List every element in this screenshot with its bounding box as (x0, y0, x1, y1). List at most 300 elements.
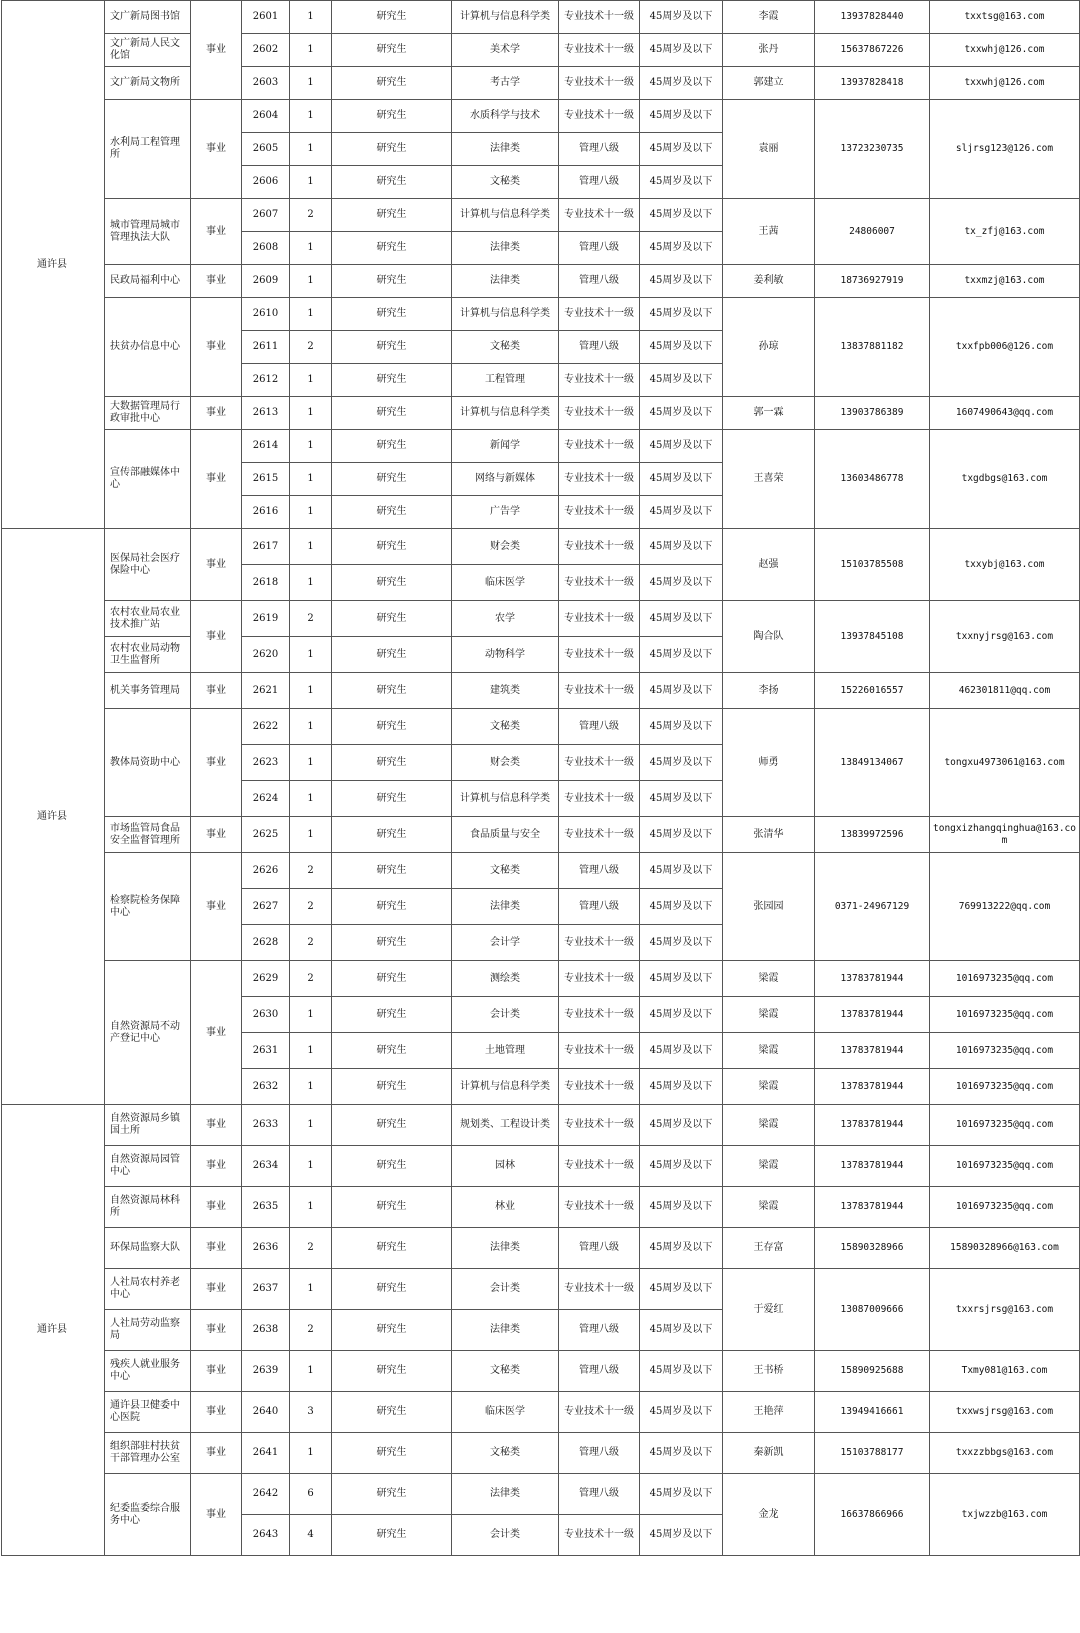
post-count-cell: 1 (290, 496, 332, 529)
level-cell: 管理八级 (559, 331, 640, 364)
table-row (2, 298, 1080, 331)
major-cell: 网络与新媒体 (452, 463, 559, 496)
post-count-cell: 1 (290, 133, 332, 166)
table-row (2, 1105, 1080, 1146)
level-cell: 管理八级 (559, 709, 640, 745)
post-code-cell: 2629 (242, 961, 290, 997)
table-row (2, 853, 1080, 889)
age-cell: 45周岁及以下 (640, 364, 723, 397)
contact-name-cell: 姜利敏 (723, 265, 815, 298)
unit-cell: 大数据管理局行政审批中心 (105, 397, 191, 430)
table-row (2, 430, 1080, 463)
age-cell: 45周岁及以下 (640, 1105, 723, 1146)
education-cell: 研究生 (332, 166, 452, 199)
unit-cell: 自然资源局不动产登记中心 (105, 961, 191, 1105)
major-cell: 法律类 (452, 265, 559, 298)
post-code-cell: 2634 (242, 1146, 290, 1187)
age-cell: 45周岁及以下 (640, 1033, 723, 1069)
email-cell: txxwsjrsg@163.com (930, 1392, 1080, 1433)
major-cell: 会计学 (452, 925, 559, 961)
education-cell: 研究生 (332, 265, 452, 298)
table-row (2, 529, 1080, 565)
phone-cell: 15890328966 (815, 1228, 930, 1269)
post-code-cell: 2630 (242, 997, 290, 1033)
post-code-cell: 2626 (242, 853, 290, 889)
post-count-cell: 2 (290, 601, 332, 637)
table-row (2, 1, 1080, 34)
level-cell: 管理八级 (559, 853, 640, 889)
post-code-cell: 2601 (242, 1, 290, 34)
education-cell: 研究生 (332, 1033, 452, 1069)
post-code-cell: 2608 (242, 232, 290, 265)
post-count-cell: 1 (290, 364, 332, 397)
level-cell: 专业技术十一级 (559, 397, 640, 430)
level-cell: 专业技术十一级 (559, 961, 640, 997)
unit-cell: 民政局福利中心 (105, 265, 191, 298)
education-cell: 研究生 (332, 781, 452, 817)
major-cell: 计算机与信息科学类 (452, 1069, 559, 1105)
post-code-cell: 2628 (242, 925, 290, 961)
major-cell: 动物科学 (452, 637, 559, 673)
post-count-cell: 1 (290, 397, 332, 430)
post-count-cell: 2 (290, 961, 332, 997)
major-cell: 计算机与信息科学类 (452, 1, 559, 34)
major-cell: 临床医学 (452, 1392, 559, 1433)
level-cell: 管理八级 (559, 1228, 640, 1269)
email-cell: txjwzzb@163.com (930, 1474, 1080, 1556)
major-cell: 法律类 (452, 232, 559, 265)
age-cell: 45周岁及以下 (640, 1269, 723, 1310)
phone-cell: 13783781944 (815, 1105, 930, 1146)
education-cell: 研究生 (332, 565, 452, 601)
post-code-cell: 2624 (242, 781, 290, 817)
age-cell: 45周岁及以下 (640, 637, 723, 673)
level-cell: 专业技术十一级 (559, 34, 640, 67)
email-cell: txxwhj@126.com (930, 34, 1080, 67)
table-row (2, 1228, 1080, 1269)
contact-name-cell: 梁霞 (723, 1069, 815, 1105)
education-cell: 研究生 (332, 817, 452, 853)
unit-cell: 文广新局图书馆 (105, 1, 191, 34)
email-cell: 15890328966@163.com (930, 1228, 1080, 1269)
level-cell: 专业技术十一级 (559, 637, 640, 673)
major-cell: 法律类 (452, 1310, 559, 1351)
phone-cell: 13949416661 (815, 1392, 930, 1433)
major-cell: 法律类 (452, 1474, 559, 1515)
unit-type-cell: 事业 (191, 853, 242, 961)
unit-cell: 城市管理局城市管理执法大队 (105, 199, 191, 265)
unit-type-cell: 事业 (191, 1187, 242, 1228)
level-cell: 专业技术十一级 (559, 673, 640, 709)
level-cell: 专业技术十一级 (559, 1069, 640, 1105)
education-cell: 研究生 (332, 1392, 452, 1433)
age-cell: 45周岁及以下 (640, 997, 723, 1033)
contact-name-cell: 王茜 (723, 199, 815, 265)
phone-cell: 13783781944 (815, 1069, 930, 1105)
email-cell: 1016973235@qq.com (930, 1069, 1080, 1105)
age-cell: 45周岁及以下 (640, 133, 723, 166)
education-cell: 研究生 (332, 133, 452, 166)
post-code-cell: 2622 (242, 709, 290, 745)
post-code-cell: 2633 (242, 1105, 290, 1146)
level-cell: 专业技术十一级 (559, 1146, 640, 1187)
age-cell: 45周岁及以下 (640, 34, 723, 67)
contact-name-cell: 秦新凯 (723, 1433, 815, 1474)
level-cell: 专业技术十一级 (559, 67, 640, 100)
level-cell: 专业技术十一级 (559, 298, 640, 331)
county-cell: 通许县 (2, 1, 105, 529)
unit-cell: 扶贫办信息中心 (105, 298, 191, 397)
major-cell: 法律类 (452, 889, 559, 925)
level-cell: 专业技术十一级 (559, 430, 640, 463)
age-cell: 45周岁及以下 (640, 265, 723, 298)
table-row (2, 1351, 1080, 1392)
level-cell: 专业技术十一级 (559, 925, 640, 961)
email-cell: sljrsg123@126.com (930, 100, 1080, 199)
post-count-cell: 2 (290, 1310, 332, 1351)
table-row (2, 961, 1080, 997)
major-cell: 临床医学 (452, 565, 559, 601)
contact-name-cell: 王书桥 (723, 1351, 815, 1392)
unit-type-cell: 事业 (191, 1351, 242, 1392)
major-cell: 法律类 (452, 1228, 559, 1269)
post-count-cell: 1 (290, 1187, 332, 1228)
level-cell: 专业技术十一级 (559, 199, 640, 232)
table-row (2, 1269, 1080, 1310)
unit-cell: 农村农业局动物卫生监督所 (105, 637, 191, 673)
post-count-cell: 1 (290, 781, 332, 817)
education-cell: 研究生 (332, 1105, 452, 1146)
unit-type-cell: 事业 (191, 1, 242, 100)
table-row (2, 1474, 1080, 1515)
contact-name-cell: 师勇 (723, 709, 815, 817)
table-row (2, 1146, 1080, 1187)
phone-cell: 13783781944 (815, 997, 930, 1033)
post-code-cell: 2619 (242, 601, 290, 637)
education-cell: 研究生 (332, 397, 452, 430)
table-row (2, 1433, 1080, 1474)
unit-cell: 通许县卫健委中心医院 (105, 1392, 191, 1433)
unit-cell: 教体局资助中心 (105, 709, 191, 817)
contact-name-cell: 梁霞 (723, 1187, 815, 1228)
email-cell: txxfpb006@126.com (930, 298, 1080, 397)
job-table (1, 0, 1080, 1556)
level-cell: 管理八级 (559, 166, 640, 199)
major-cell: 文秘类 (452, 853, 559, 889)
post-count-cell: 1 (290, 1269, 332, 1310)
major-cell: 计算机与信息科学类 (452, 781, 559, 817)
email-cell: 1016973235@qq.com (930, 1187, 1080, 1228)
age-cell: 45周岁及以下 (640, 529, 723, 565)
unit-cell: 人社局农村养老中心 (105, 1269, 191, 1310)
level-cell: 管理八级 (559, 232, 640, 265)
unit-type-cell: 事业 (191, 709, 242, 817)
age-cell: 45周岁及以下 (640, 331, 723, 364)
major-cell: 文秘类 (452, 709, 559, 745)
age-cell: 45周岁及以下 (640, 565, 723, 601)
age-cell: 45周岁及以下 (640, 745, 723, 781)
post-code-cell: 2617 (242, 529, 290, 565)
phone-cell: 16637866966 (815, 1474, 930, 1556)
phone-cell: 15890925688 (815, 1351, 930, 1392)
contact-name-cell: 王存富 (723, 1228, 815, 1269)
contact-name-cell: 梁霞 (723, 997, 815, 1033)
education-cell: 研究生 (332, 745, 452, 781)
post-count-cell: 6 (290, 1474, 332, 1515)
education-cell: 研究生 (332, 298, 452, 331)
age-cell: 45周岁及以下 (640, 1228, 723, 1269)
level-cell: 专业技术十一级 (559, 565, 640, 601)
major-cell: 建筑类 (452, 673, 559, 709)
major-cell: 美术学 (452, 34, 559, 67)
email-cell: 1607490643@qq.com (930, 397, 1080, 430)
table-row (2, 67, 1080, 100)
post-count-cell: 1 (290, 745, 332, 781)
table-row (2, 100, 1080, 133)
post-code-cell: 2603 (242, 67, 290, 100)
age-cell: 45周岁及以下 (640, 673, 723, 709)
major-cell: 会计类 (452, 997, 559, 1033)
major-cell: 广告学 (452, 496, 559, 529)
age-cell: 45周岁及以下 (640, 496, 723, 529)
post-count-cell: 1 (290, 1433, 332, 1474)
major-cell: 新闻学 (452, 430, 559, 463)
education-cell: 研究生 (332, 1474, 452, 1515)
level-cell: 专业技术十一级 (559, 997, 640, 1033)
age-cell: 45周岁及以下 (640, 1474, 723, 1515)
age-cell: 45周岁及以下 (640, 1146, 723, 1187)
phone-cell: 13087009666 (815, 1269, 930, 1351)
level-cell: 专业技术十一级 (559, 745, 640, 781)
level-cell: 专业技术十一级 (559, 1033, 640, 1069)
phone-cell: 13783781944 (815, 1033, 930, 1069)
email-cell: txxybj@163.com (930, 529, 1080, 601)
education-cell: 研究生 (332, 331, 452, 364)
email-cell: 1016973235@qq.com (930, 961, 1080, 997)
contact-name-cell: 张清华 (723, 817, 815, 853)
post-code-cell: 2635 (242, 1187, 290, 1228)
level-cell: 专业技术十一级 (559, 601, 640, 637)
unit-type-cell: 事业 (191, 601, 242, 673)
post-count-cell: 3 (290, 1392, 332, 1433)
phone-cell: 15226016557 (815, 673, 930, 709)
unit-type-cell: 事业 (191, 817, 242, 853)
post-code-cell: 2642 (242, 1474, 290, 1515)
major-cell: 规划类、工程设计类 (452, 1105, 559, 1146)
education-cell: 研究生 (332, 1228, 452, 1269)
education-cell: 研究生 (332, 889, 452, 925)
age-cell: 45周岁及以下 (640, 67, 723, 100)
contact-name-cell: 梁霞 (723, 1033, 815, 1069)
education-cell: 研究生 (332, 925, 452, 961)
phone-cell: 13937828440 (815, 1, 930, 34)
level-cell: 专业技术十一级 (559, 100, 640, 133)
post-count-cell: 1 (290, 997, 332, 1033)
phone-cell: 13783781944 (815, 1187, 930, 1228)
phone-cell: 13937845108 (815, 601, 930, 673)
unit-type-cell: 事业 (191, 1433, 242, 1474)
post-count-cell: 1 (290, 1033, 332, 1069)
post-code-cell: 2618 (242, 565, 290, 601)
email-cell: Txmy081@163.com (930, 1351, 1080, 1392)
unit-type-cell: 事业 (191, 1228, 242, 1269)
age-cell: 45周岁及以下 (640, 166, 723, 199)
post-count-cell: 1 (290, 298, 332, 331)
post-count-cell: 1 (290, 673, 332, 709)
phone-cell: 13937828418 (815, 67, 930, 100)
post-code-cell: 2621 (242, 673, 290, 709)
contact-name-cell: 王艳萍 (723, 1392, 815, 1433)
age-cell: 45周岁及以下 (640, 1, 723, 34)
phone-cell: 24806007 (815, 199, 930, 265)
post-count-cell: 1 (290, 232, 332, 265)
major-cell: 法律类 (452, 133, 559, 166)
age-cell: 45周岁及以下 (640, 1392, 723, 1433)
post-code-cell: 2631 (242, 1033, 290, 1069)
post-code-cell: 2613 (242, 397, 290, 430)
post-code-cell: 2604 (242, 100, 290, 133)
post-code-cell: 2638 (242, 1310, 290, 1351)
education-cell: 研究生 (332, 997, 452, 1033)
age-cell: 45周岁及以下 (640, 100, 723, 133)
unit-cell: 宣传部融媒体中心 (105, 430, 191, 529)
age-cell: 45周岁及以下 (640, 1515, 723, 1556)
age-cell: 45周岁及以下 (640, 889, 723, 925)
table-row (2, 817, 1080, 853)
post-count-cell: 1 (290, 637, 332, 673)
education-cell: 研究生 (332, 601, 452, 637)
level-cell: 专业技术十一级 (559, 817, 640, 853)
major-cell: 会计类 (452, 1515, 559, 1556)
education-cell: 研究生 (332, 1515, 452, 1556)
contact-name-cell: 金龙 (723, 1474, 815, 1556)
email-cell: tongxizhangqinghua@163.com (930, 817, 1080, 853)
contact-name-cell: 梁霞 (723, 1146, 815, 1187)
unit-type-cell: 事业 (191, 397, 242, 430)
email-cell: 1016973235@qq.com (930, 1146, 1080, 1187)
age-cell: 45周岁及以下 (640, 1351, 723, 1392)
education-cell: 研究生 (332, 1, 452, 34)
level-cell: 管理八级 (559, 1474, 640, 1515)
unit-cell: 文广新局人民文化馆 (105, 34, 191, 67)
level-cell: 专业技术十一级 (559, 364, 640, 397)
unit-type-cell: 事业 (191, 1474, 242, 1556)
unit-cell: 市场监管局食品安全监督管理所 (105, 817, 191, 853)
education-cell: 研究生 (332, 853, 452, 889)
contact-name-cell: 王喜荣 (723, 430, 815, 529)
phone-cell: 18736927919 (815, 265, 930, 298)
phone-cell: 13849134067 (815, 709, 930, 817)
major-cell: 水质科学与技术 (452, 100, 559, 133)
email-cell: 1016973235@qq.com (930, 1105, 1080, 1146)
unit-type-cell: 事业 (191, 430, 242, 529)
unit-cell: 自然资源局林科所 (105, 1187, 191, 1228)
unit-type-cell: 事业 (191, 1310, 242, 1351)
table-row (2, 34, 1080, 67)
age-cell: 45周岁及以下 (640, 853, 723, 889)
post-count-cell: 1 (290, 565, 332, 601)
age-cell: 45周岁及以下 (640, 298, 723, 331)
education-cell: 研究生 (332, 1433, 452, 1474)
unit-cell: 机关事务管理局 (105, 673, 191, 709)
contact-name-cell: 李霞 (723, 1, 815, 34)
unit-cell: 残疾人就业服务中心 (105, 1351, 191, 1392)
email-cell: txgdbgs@163.com (930, 430, 1080, 529)
education-cell: 研究生 (332, 199, 452, 232)
table-row (2, 601, 1080, 637)
education-cell: 研究生 (332, 1146, 452, 1187)
major-cell: 文秘类 (452, 166, 559, 199)
post-count-cell: 1 (290, 166, 332, 199)
post-code-cell: 2627 (242, 889, 290, 925)
education-cell: 研究生 (332, 67, 452, 100)
level-cell: 管理八级 (559, 265, 640, 298)
age-cell: 45周岁及以下 (640, 1069, 723, 1105)
unit-type-cell: 事业 (191, 1392, 242, 1433)
level-cell: 专业技术十一级 (559, 529, 640, 565)
email-cell: tx_zfj@163.com (930, 199, 1080, 265)
education-cell: 研究生 (332, 709, 452, 745)
phone-cell: 13839972596 (815, 817, 930, 853)
post-code-cell: 2612 (242, 364, 290, 397)
table-row (2, 199, 1080, 232)
education-cell: 研究生 (332, 1187, 452, 1228)
level-cell: 专业技术十一级 (559, 1187, 640, 1228)
table-row (2, 397, 1080, 430)
post-count-cell: 1 (290, 1069, 332, 1105)
education-cell: 研究生 (332, 430, 452, 463)
contact-name-cell: 郭建立 (723, 67, 815, 100)
contact-name-cell: 郭一霖 (723, 397, 815, 430)
unit-cell: 自然资源局乡镇国土所 (105, 1105, 191, 1146)
age-cell: 45周岁及以下 (640, 430, 723, 463)
unit-type-cell: 事业 (191, 199, 242, 265)
level-cell: 管理八级 (559, 1433, 640, 1474)
age-cell: 45周岁及以下 (640, 601, 723, 637)
table-row (2, 265, 1080, 298)
age-cell: 45周岁及以下 (640, 709, 723, 745)
email-cell: 1016973235@qq.com (930, 1033, 1080, 1069)
unit-cell: 人社局劳动监察局 (105, 1310, 191, 1351)
contact-name-cell: 张丹 (723, 34, 815, 67)
education-cell: 研究生 (332, 637, 452, 673)
contact-name-cell: 李扬 (723, 673, 815, 709)
post-count-cell: 1 (290, 34, 332, 67)
email-cell: txxtsg@163.com (930, 1, 1080, 34)
level-cell: 管理八级 (559, 889, 640, 925)
unit-cell: 检察院检务保障中心 (105, 853, 191, 961)
email-cell: 1016973235@qq.com (930, 997, 1080, 1033)
major-cell: 考古学 (452, 67, 559, 100)
major-cell: 食品质量与安全 (452, 817, 559, 853)
level-cell: 管理八级 (559, 1310, 640, 1351)
major-cell: 计算机与信息科学类 (452, 199, 559, 232)
education-cell: 研究生 (332, 232, 452, 265)
education-cell: 研究生 (332, 496, 452, 529)
phone-cell: 15103785508 (815, 529, 930, 601)
post-code-cell: 2605 (242, 133, 290, 166)
contact-name-cell: 梁霞 (723, 1105, 815, 1146)
post-code-cell: 2614 (242, 430, 290, 463)
level-cell: 专业技术十一级 (559, 1105, 640, 1146)
education-cell: 研究生 (332, 1269, 452, 1310)
education-cell: 研究生 (332, 961, 452, 997)
major-cell: 工程管理 (452, 364, 559, 397)
post-code-cell: 2636 (242, 1228, 290, 1269)
age-cell: 45周岁及以下 (640, 961, 723, 997)
education-cell: 研究生 (332, 529, 452, 565)
major-cell: 园林 (452, 1146, 559, 1187)
